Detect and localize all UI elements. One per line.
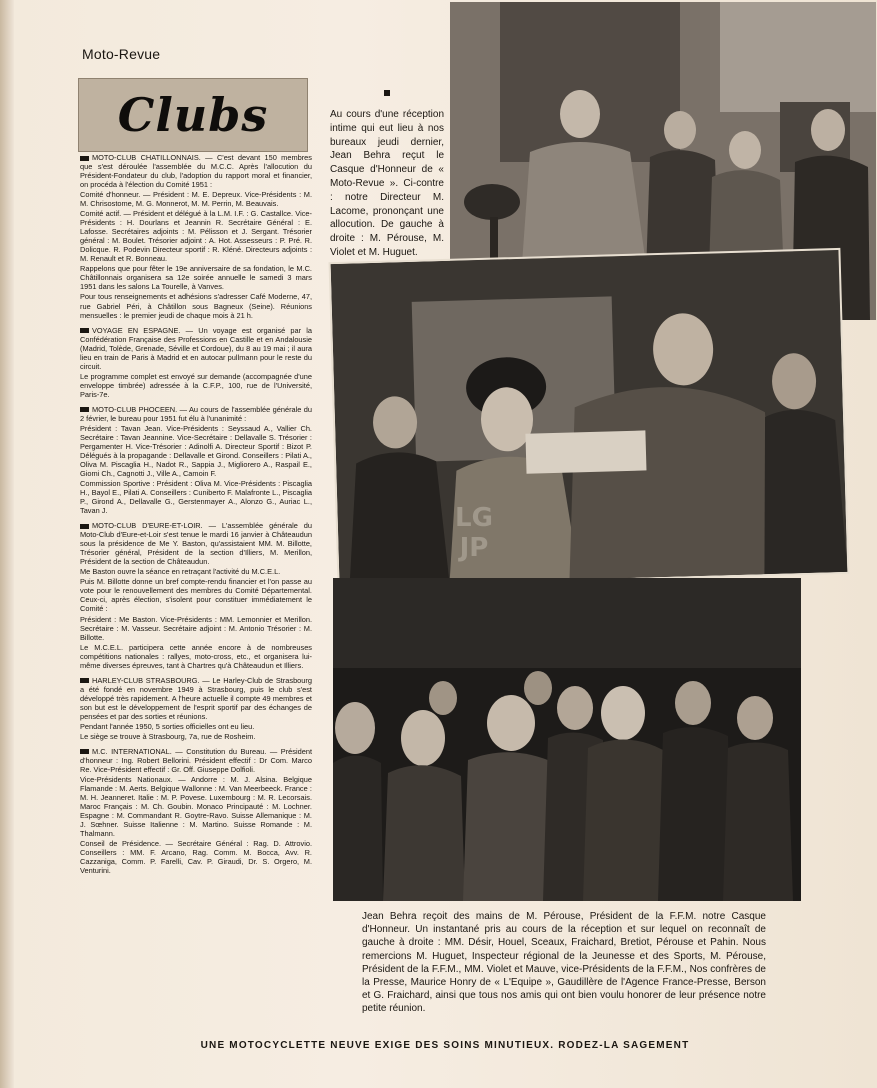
club-paragraph xyxy=(80,264,312,291)
club-paragraph xyxy=(80,747,312,774)
paragraph-text: Le Harley-Club de Strasbourg a été fondé en novembre 1949 à Strasbourg, puis le club s'est développé très rapidement. A l'heure actuelle il compte 49 membres et son but est le développement de l'esprit sportif par des échanges de pensées et par des sorties et réunions. xyxy=(80,675,312,721)
club-paragraph xyxy=(80,775,312,838)
club-section xyxy=(80,676,312,741)
club-news-column xyxy=(80,153,312,1023)
club-paragraph xyxy=(80,190,312,208)
club-paragraph xyxy=(80,479,312,515)
club-paragraph xyxy=(80,732,312,741)
top-caption: Au cours d'une réception intime qui eut lieu à nos bureaux jeudi dernier, Jean Behra reçut le Casque d'Honneur de « Moto-Revue ». Ci-contre : notre Directeur M. Lacome, prononçant une allocution. De gauche à droite : M. Pérouse, M. Violet et M. Huguet. xyxy=(330,109,444,258)
club-section xyxy=(80,521,312,670)
section-bullet-icon xyxy=(80,328,89,333)
paragraph-text: Au cours de l'assemblée générale du 2 février, le bureau pour 1951 fut élu à l'unanimité : xyxy=(80,404,312,423)
club-paragraph xyxy=(80,577,312,613)
section-title: MOTO-CLUB PHOCEEN. — xyxy=(92,404,187,414)
club-section xyxy=(80,405,312,515)
club-paragraph xyxy=(80,615,312,642)
club-paragraph xyxy=(80,372,312,399)
page-edge-shadow xyxy=(0,0,14,1088)
club-paragraph xyxy=(80,643,312,670)
paragraph-text: Le M.C.E.L. participera cette année encore à de nombreuses compétitions nationales : rallyes, moto-cross, etc., et organisera lui-même diverses épreuves, tant à Chartres qu'à Châteaudun et Illiers. xyxy=(80,642,312,670)
watermark-logo: LG JP xyxy=(455,503,493,563)
square-bullet-icon xyxy=(384,90,390,96)
paragraph-text: Rappelons que pour fêter le 19e anniversaire de sa fondation, le M.C. Châtillonnais organisera sa 12e soirée annuelle le samedi 3 mars 1951 dans les salons La Tourelle, à Vanves. xyxy=(80,264,312,292)
masthead: Moto-Revue xyxy=(82,46,161,62)
paragraph-text: Conseil de Présidence. — Secrétaire Général : Rag. D. Attrovio. Conseillers : MM. F. Arcano, Rag. Comm. M. Bocca, Avv. R. Cazzaniga, Comm. P. Farelli, Cav. P. Giraudi, Dr. S. Orgero, M. Venturini. xyxy=(80,839,312,876)
section-bullet-icon xyxy=(80,407,89,412)
paragraph-text: Puis M. Billotte donne un bref compte-rendu financier et l'on passe au vote pour le renouvellement des membres du Comité Départemental. Ceux-ci, après élection, s'isolent pour constituer immédiatement le Comité : xyxy=(80,577,312,614)
club-paragraph xyxy=(80,424,312,478)
paragraph-text: Constitution du Bureau. — Président d'honneur : Ing. Robert Bellorini. Président effectif : Dr Com. Marco Re. Vice-Président effectif : Gr. Off. Giuseppe Dolfioli. xyxy=(80,746,312,774)
club-paragraph xyxy=(80,153,312,189)
club-paragraph xyxy=(80,839,312,875)
paragraph-text: Pour tous renseignements et adhésions s'adresser Café Moderne, 47, rue Gabriel Péri, à Châtillon sous Bagneux (Seine). Réunions mensuelles : le premier jeudi de chaque mois à 21 h. xyxy=(80,292,312,320)
paragraph-text: Me Baston ouvre la séance en retraçant l'activité du M.C.E.L. xyxy=(80,567,281,577)
club-paragraph xyxy=(80,209,312,263)
section-bullet-icon xyxy=(80,749,89,754)
paragraph-text: Comité actif. — Président et délégué à la L.M. I.F. : G. Castallce. Vice-Présidents : H. Dourlans et Jeannin R. Secrétaire Général : E. Lafosse. Secrétaires adjoints : M. Pélisson et J. Sergant. Trésorier général : M. Boulet. Trésorier adjoint : A. Hot. Assesseurs : P. Pré. R. Dolicque. R. Podevin Directeur sportif : R. Kléné. Directeurs adjoints : M. Renault et R. Bonneau. xyxy=(80,209,312,264)
club-paragraph xyxy=(80,292,312,319)
section-title: VOYAGE EN ESPAGNE. — xyxy=(92,325,194,335)
club-paragraph xyxy=(80,405,312,423)
section-title: MOTO-CLUB D'EURE-ET-LOIR. — xyxy=(92,521,216,531)
paragraph-text: L'assemblée générale du Moto-Club d'Eure-et-Loir s'est tenue le mardi 16 janvier à Châteaudun sous la présidence de Me Y. Baston, qu'assistaient MM. M. Billotte, Trésorier général, Président de la section d'Illiers, M. Merillon, Président de la section de Châteaudun. xyxy=(80,521,312,567)
paragraph-text: Président : Tavan Jean. Vice-Présidents : Seyssaud A., Vallier Ch. Secrétaire : Tavan Jeannine. Vice-Secrétaire : Dellavalle S. Trésorier : Pergamenter H. Vice-Trésorier : Adinolfi A. Directeur Sportif : Bizot P. Délégués à la propagande : Dellavalle et Girond. Conseillers : Pilati A., Oliva M. Piscaglia H., Nadot R., Sappia J., Migliorero A., Raspail E., Giomi Ch., Cagnotti J., Ville A., Camoin F. xyxy=(80,423,312,479)
section-title: M.C. INTERNATIONAL. — xyxy=(92,746,183,756)
photo-helmet-presentation xyxy=(329,248,850,588)
section-bullet-icon xyxy=(80,156,89,161)
section-title: MOTO-CLUB CHATILLONNAIS. — xyxy=(92,153,213,162)
paragraph-text: Le siège se trouve à Strasbourg, 7a, rue de Rosheim. xyxy=(80,731,256,741)
paragraph-text: C'est devant 150 membres que s'est déroulée l'assemblée du M.C.C. Après l'allocution du Président-Fondateur du club, l'adoption du rapport moral et financier, on procéda à l'élection du Comité 1951 : xyxy=(80,153,312,190)
section-bullet-icon xyxy=(80,524,89,529)
club-paragraph xyxy=(80,567,312,576)
footer-slogan: UNE MOTOCYCLETTE NEUVE EXIGE DES SOINS MINUTIEUX. RODEZ-LA SAGEMENT xyxy=(200,1040,690,1051)
bottom-caption: Jean Behra reçoit des mains de M. Pérouse, Président de la F.F.M. notre Casque d'Honneur. Un instantané pris au cours de la réception et sur lequel on reconnaît de gauche à droite : MM. Désir, Houel, Sceaux, Fraichard, Bretiot, Pérouse et Pahin. Nous remercions M. Huguet, Inspecteur régional de la Jeunesse et des Sports, M. Pérouse, Président de la F.F.M., MM. Violet et Mauve, vice-Présidents de la F.F.M., Nos confrères de la Presse, Maurice Honry de « L'Equipe », Gaudillère de l'Agence France-Presse, Berson et G. Fraichard, ainsi que tous nos amis qui ont bien voulu honorer de leur présence notre petite réunion. xyxy=(362,911,766,1015)
photo-group-reception xyxy=(333,578,801,901)
club-section xyxy=(80,747,312,875)
club-paragraph xyxy=(80,722,312,731)
paragraph-text: Le programme complet est envoyé sur demande (accompagnée d'une enveloppe timbrée) adressée à la C.F.P., 100, rue de l'Université, Paris-7e. xyxy=(80,371,312,399)
club-paragraph xyxy=(80,326,312,371)
section-bullet-icon xyxy=(80,678,89,683)
paragraph-text: Comité d'honneur. — Président : M. E. Depreux. Vice-Présidents : M. M. Chrisostome, M. G. Monnerot, M. M. Perrin, M. Beauvais. xyxy=(80,190,312,209)
paragraph-text: Vice-Présidents Nationaux. — Andorre : M. J. Alsina. Belgique Flamande : M. Aerts. Belgique Wallonne : M. Van Meerbeeck. France : M. H. Jeanneret. Italie : M. P. Povese. Luxembourg : M. R. Lecorsais. Maroc Français : M. Ch. Goubin. Monaco Principauté : M. Lochner. Espagne : M. Commandant R. Goytre-Ravo. Suisse Allemanique : M. J. Sœhner. Suisse Italienne : M. Martino. Suisse Romande : M. Thalmann. xyxy=(80,775,312,839)
paragraph-text: Un voyage est organisé par la Confédération Française des Professions en Castille et en Andalousie (Madrid, Tolède, Grenade, Séville et Cordoue), du 8 au 19 mai ; il aura lieu en train de Paris à Madrid et en autocar pullmann pour le reste du circuit. xyxy=(80,325,312,371)
paragraph-text: Commission Sportive : Président : Oliva M. Vice-Présidents : Piscaglia H., Bayol E., Pilati A. Conseillers : Cuniberto F. Malafronte L., Piscaglia P., Girond A., Dellavalle G., Gerstenmayer A., Alonzo G., Auriac L., Tavan J. xyxy=(80,479,312,516)
banner-title: Clubs xyxy=(117,88,269,142)
club-paragraph xyxy=(80,676,312,721)
section-title: HARLEY-CLUB STRASBOURG. — xyxy=(92,675,210,685)
club-section xyxy=(80,153,312,320)
paragraph-text: Président : Me Baston. Vice-Présidents : MM. Lemonnier et Merillon. Secrétaire : M. Vasseur. Secrétaire adjoint : M. Antonio Trésorier : M. Billotte. xyxy=(80,614,312,642)
paragraph-text: Pendant l'année 1950, 5 sorties officielles ont eu lieu. xyxy=(80,721,255,731)
clubs-banner xyxy=(78,78,308,152)
club-section xyxy=(80,326,312,399)
club-paragraph xyxy=(80,521,312,566)
